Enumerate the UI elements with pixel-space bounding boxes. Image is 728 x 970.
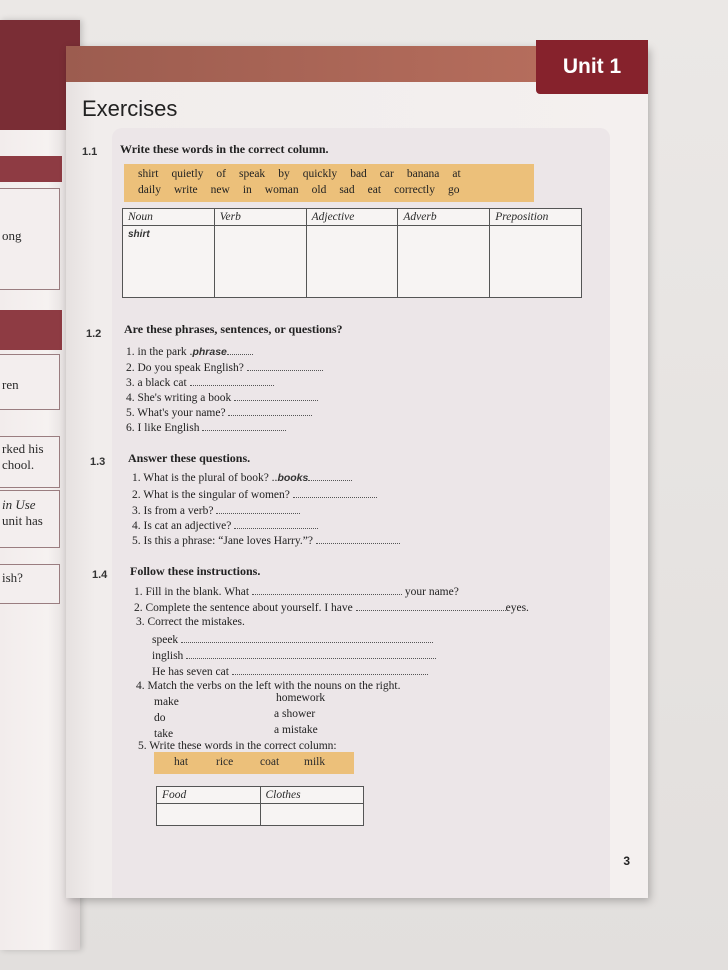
exercise-item (126, 390, 318, 404)
item-text: 3. Is from a verb? (132, 505, 214, 517)
word: rice (216, 756, 234, 768)
table-cell[interactable] (306, 226, 398, 298)
noun-word: a shower (274, 708, 316, 720)
word: daily (138, 184, 161, 196)
item-text: 4. Match the verbs on the left with the nouns on the right. (136, 680, 401, 692)
workbook-page (66, 46, 648, 898)
exercise-instruction: Are these phrases, sentences, or questions? (124, 322, 343, 336)
item-text: 6. I like English (126, 422, 200, 434)
word: go (447, 184, 460, 196)
answer-blank[interactable] (227, 344, 253, 355)
mistake-line (152, 664, 428, 678)
word-box (124, 164, 534, 202)
word-box (154, 752, 354, 774)
noun-word: a mistake (274, 724, 318, 736)
page-number: 3 (623, 854, 630, 868)
word: at (452, 168, 461, 180)
page-title: Exercises (82, 96, 178, 121)
item-text: 5. Write these words in the correct column: (138, 740, 337, 752)
column-header: Adverb (398, 209, 490, 226)
word: banana (406, 168, 440, 180)
exercise-item (132, 533, 400, 547)
column-header: Verb (214, 209, 306, 226)
exercise-item (126, 344, 253, 358)
exercise-item (132, 470, 352, 484)
answer-blank[interactable] (202, 420, 286, 431)
answer-blank[interactable] (252, 584, 402, 595)
noun-word: homework (276, 692, 326, 704)
word-class-table (122, 208, 582, 298)
word: sad (339, 184, 355, 196)
item-text: 2. What is the singular of women? (132, 489, 290, 501)
header-bar (66, 46, 536, 82)
table-cell[interactable] (490, 226, 582, 298)
word: car (379, 168, 394, 180)
item-text: 5. Is this a phrase: “Jane loves Harry.”? (132, 535, 313, 547)
word: speak (239, 168, 266, 180)
word: woman (264, 184, 299, 196)
exercise-number: 1.3 (90, 456, 106, 468)
item-text: inglish (152, 650, 184, 662)
left-text-fragment: ish? (2, 570, 23, 585)
table-row (123, 226, 582, 298)
word: write (174, 184, 198, 196)
exercise-number: 1.1 (82, 146, 98, 158)
column-header: Adjective (306, 209, 398, 226)
food-clothes-table (156, 786, 364, 826)
exercise-item (134, 584, 459, 598)
answer-blank[interactable] (293, 487, 377, 498)
answer-blank[interactable] (181, 632, 433, 643)
item-text: eyes. (505, 602, 529, 614)
handwritten-answer: shirt (128, 229, 150, 240)
table-cell[interactable] (157, 804, 261, 826)
item-text: speek (152, 634, 179, 646)
table-cell[interactable] (398, 226, 490, 298)
exercise-number: 1.2 (86, 328, 102, 340)
exercise-item (132, 503, 300, 517)
word: by (278, 168, 290, 180)
answer-blank[interactable] (356, 600, 506, 611)
answer-blank[interactable] (232, 664, 428, 675)
item-text: 3. a black cat (126, 377, 187, 389)
answer-blank[interactable] (234, 390, 318, 401)
word: correctly (394, 184, 435, 196)
exercise-item (136, 680, 400, 692)
item-text: your name? (404, 586, 459, 598)
left-text-fragment: in Use (2, 497, 36, 512)
word: coat (260, 756, 280, 768)
column-header: Preposition (490, 209, 582, 226)
left-text-fragment: unit has (2, 513, 43, 528)
item-text: 4. Is cat an adjective? (132, 520, 232, 532)
word: new (210, 184, 230, 196)
answer-blank[interactable] (216, 503, 300, 514)
word: milk (304, 756, 326, 768)
exercise-instruction: Follow these instructions. (130, 564, 261, 578)
verb-word: do (154, 712, 166, 724)
unit-tab: Unit 1 (536, 40, 648, 94)
word: eat (367, 184, 382, 196)
column-header: Noun (123, 209, 215, 226)
word: bad (350, 168, 367, 180)
exercise-item (132, 487, 377, 501)
verb-word: take (154, 728, 174, 740)
word: in (242, 184, 252, 196)
handwritten-answer: books (277, 472, 309, 484)
left-page-band (0, 156, 62, 182)
left-page-band (0, 310, 62, 350)
word: shirt (138, 168, 159, 180)
exercise-item (126, 420, 286, 434)
item-text: 1. What is the plural of book? .. (132, 472, 278, 484)
answer-blank[interactable] (190, 375, 274, 386)
word: quickly (302, 168, 338, 180)
answer-blank[interactable] (316, 533, 400, 544)
exercise-number: 1.4 (92, 569, 108, 581)
table-header-row (123, 209, 582, 226)
word: hat (174, 756, 189, 768)
exercise-item (126, 360, 323, 374)
item-text: 1. in the park . (126, 346, 193, 358)
exercise-item (126, 405, 312, 419)
table-row (157, 804, 364, 826)
word-row (138, 184, 472, 196)
mistake-line (152, 632, 433, 646)
exercise-item (132, 518, 318, 532)
mistake-line (152, 648, 436, 662)
word: of (216, 168, 226, 180)
left-text-fragment: ren (2, 377, 19, 392)
answer-blank[interactable] (228, 405, 312, 416)
word: old (311, 184, 327, 196)
word-row (138, 168, 474, 180)
exercise-instruction: Write these words in the correct column. (120, 142, 329, 156)
item-text: 2. Do you speak English? (126, 362, 244, 374)
answer-blank[interactable] (186, 648, 436, 659)
item-text: 1. Fill in the blank. What (134, 586, 250, 598)
column-header: Food (157, 787, 261, 804)
left-text-fragment: rked his (2, 441, 44, 456)
answer-blank[interactable] (247, 360, 323, 371)
table-cell[interactable] (260, 804, 364, 826)
item-text: He has seven cat (152, 666, 229, 678)
left-text-fragment: ong (2, 228, 22, 243)
answer-blank[interactable] (234, 518, 318, 529)
item-text: 2. Complete the sentence about yourself. I have (134, 602, 353, 614)
handwritten-answer: phrase (192, 346, 227, 358)
item-text: 5. What's your name? (126, 407, 226, 419)
left-text-fragment: chool. (2, 457, 35, 472)
table-cell[interactable] (123, 226, 215, 298)
answer-blank[interactable] (308, 470, 352, 481)
word: quietly (171, 168, 204, 180)
table-cell[interactable] (214, 226, 306, 298)
exercise-instruction: Answer these questions. (128, 451, 251, 465)
verb-word: make (154, 696, 179, 708)
item-text: 4. She's writing a book (126, 392, 232, 404)
exercise-item (138, 740, 337, 752)
exercise-item (134, 600, 529, 614)
exercise-item (126, 375, 274, 389)
exercise-item (136, 616, 245, 628)
table-header-row (157, 787, 364, 804)
column-header: Clothes (260, 787, 364, 804)
item-text: 3. Correct the mistakes. (136, 616, 245, 628)
